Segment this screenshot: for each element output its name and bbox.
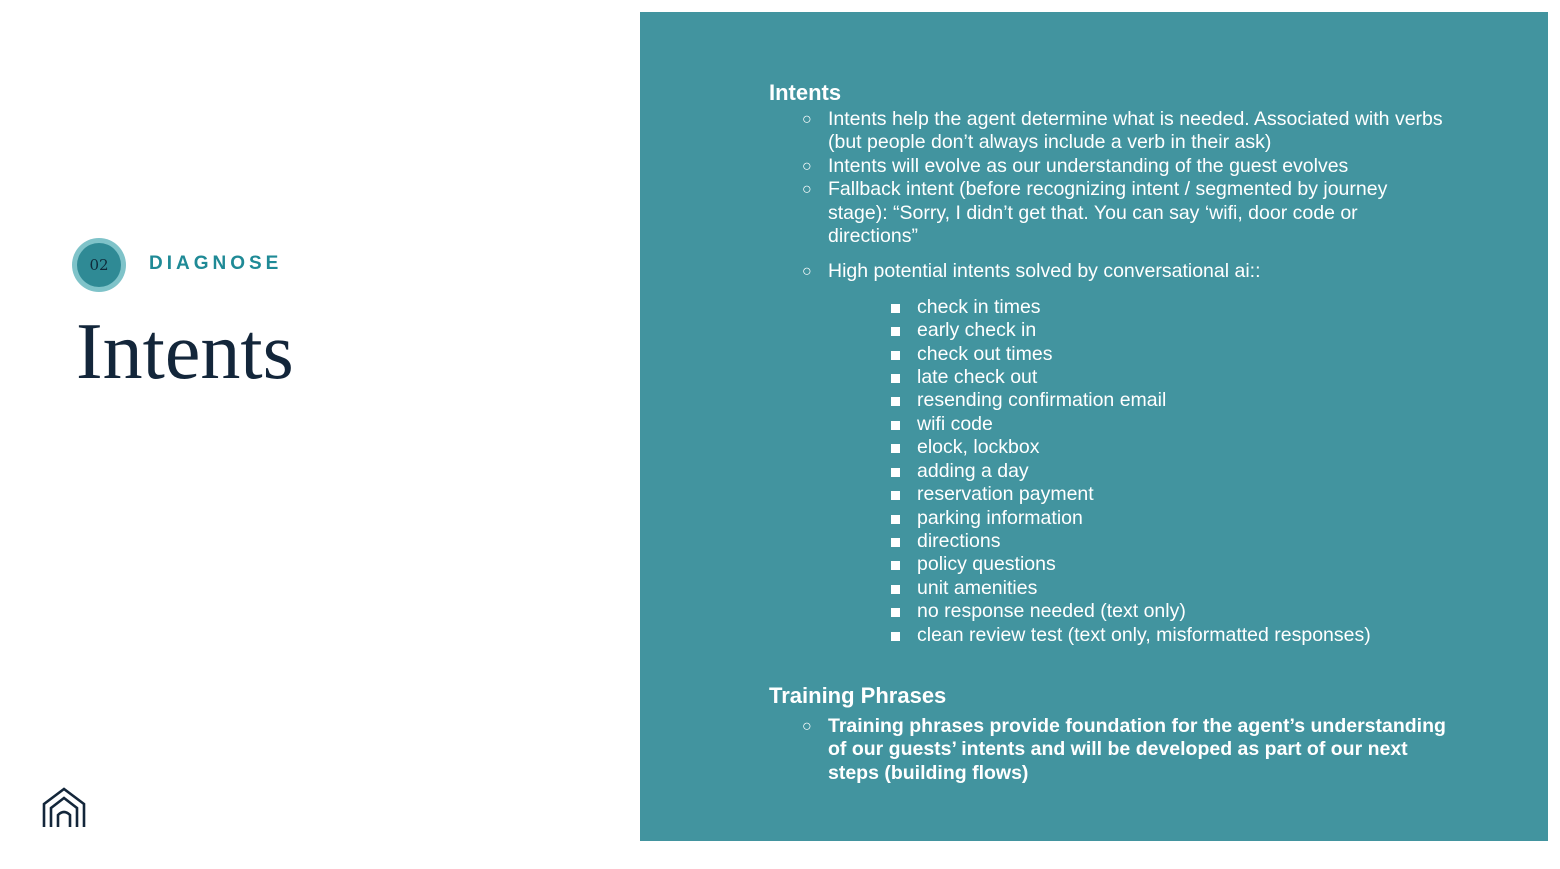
intent-item-text: clean review test (text only, misformatted responses) <box>917 623 1371 646</box>
intent-item-text: unit amenities <box>917 576 1038 599</box>
bullet-text: Training phrases provide foundation for the agent’s understanding of our guests’ intents and will be developed as part of our next steps (building flows) <box>828 714 1446 784</box>
hollow-circle-bullet-icon: ○ <box>802 717 812 735</box>
bullet-text: High potential intents solved by conversational ai:: <box>828 260 1261 283</box>
intent-list-item <box>828 553 1449 576</box>
intent-list-item <box>828 366 1449 389</box>
training-bullet <box>769 715 1449 785</box>
square-bullet-icon <box>891 632 900 641</box>
high-potential-intents-list <box>828 296 1449 647</box>
content-panel <box>640 12 1548 841</box>
intent-list-item <box>828 530 1449 553</box>
intent-list-item <box>828 343 1449 366</box>
square-bullet-icon <box>891 327 900 336</box>
intent-item-text: no response needed (text only) <box>917 600 1186 623</box>
intent-item-text: resending confirmation email <box>917 389 1167 412</box>
intent-item-text: wifi code <box>917 412 993 435</box>
intent-list-item <box>828 600 1449 623</box>
training-phrases-heading: Training Phrases <box>769 682 947 708</box>
hollow-circle-bullet-icon: ○ <box>802 157 812 175</box>
intents-bullet-list <box>769 108 1449 647</box>
intent-item-text: early check in <box>917 319 1037 342</box>
slide-title: Intents <box>76 308 294 396</box>
step-number: 02 <box>77 243 121 287</box>
training-bullet-list <box>769 715 1449 785</box>
intent-item-text: elock, lockbox <box>917 436 1040 459</box>
panel-content <box>769 78 1449 785</box>
intents-bullet <box>769 260 1449 647</box>
intent-list-item <box>828 460 1449 483</box>
square-bullet-icon <box>891 608 900 617</box>
intents-bullet <box>769 155 1449 178</box>
intent-item-text: directions <box>917 529 1001 552</box>
intent-list-item <box>828 319 1449 342</box>
square-bullet-icon <box>891 538 900 547</box>
intent-list-item <box>828 577 1449 600</box>
intent-item-text: check out times <box>917 342 1053 365</box>
intent-item-text: adding a day <box>917 459 1029 482</box>
intent-list-item <box>828 296 1449 319</box>
section-label: DIAGNOSE <box>149 253 283 274</box>
hollow-circle-bullet-icon: ○ <box>802 181 812 199</box>
step-number-badge <box>72 238 126 292</box>
intent-item-text: late check out <box>917 366 1038 389</box>
square-bullet-icon <box>891 351 900 360</box>
square-bullet-icon <box>891 561 900 570</box>
bullet-text: Fallback intent (before recognizing intent / segmented by journey stage): “Sorry, I didn’t get that. You can say ‘wifi, door code or directions” <box>828 178 1388 248</box>
intent-list-item <box>828 624 1449 647</box>
intent-list-item <box>828 507 1449 530</box>
hollow-circle-bullet-icon: ○ <box>802 111 812 128</box>
house-arches-logo-icon <box>42 787 86 829</box>
hollow-circle-bullet-icon: ○ <box>802 263 812 281</box>
square-bullet-icon <box>891 444 900 453</box>
intents-bullet <box>769 178 1449 248</box>
square-bullet-icon <box>891 468 900 477</box>
intents-bullet <box>769 108 1449 155</box>
intent-list-item <box>828 389 1449 412</box>
intent-list-item <box>828 436 1449 459</box>
square-bullet-icon <box>891 491 900 500</box>
square-bullet-icon <box>891 304 900 313</box>
square-bullet-icon <box>891 585 900 594</box>
intent-item-text: parking information <box>917 506 1083 529</box>
bullet-text: Intents help the agent determine what is needed. Associated with verbs (but people don’t always include a verb in their ask) <box>828 108 1443 154</box>
square-bullet-icon <box>891 515 900 524</box>
intent-item-text: reservation payment <box>917 483 1094 506</box>
square-bullet-icon <box>891 397 900 406</box>
square-bullet-icon <box>891 421 900 430</box>
intents-heading: Intents <box>769 80 842 105</box>
intent-item-text: check in times <box>917 295 1041 318</box>
intent-list-item <box>828 413 1449 436</box>
square-bullet-icon <box>891 374 900 383</box>
intent-list-item <box>828 483 1449 506</box>
intent-item-text: policy questions <box>917 553 1056 576</box>
bullet-text: Intents will evolve as our understanding of the guest evolves <box>828 154 1349 177</box>
